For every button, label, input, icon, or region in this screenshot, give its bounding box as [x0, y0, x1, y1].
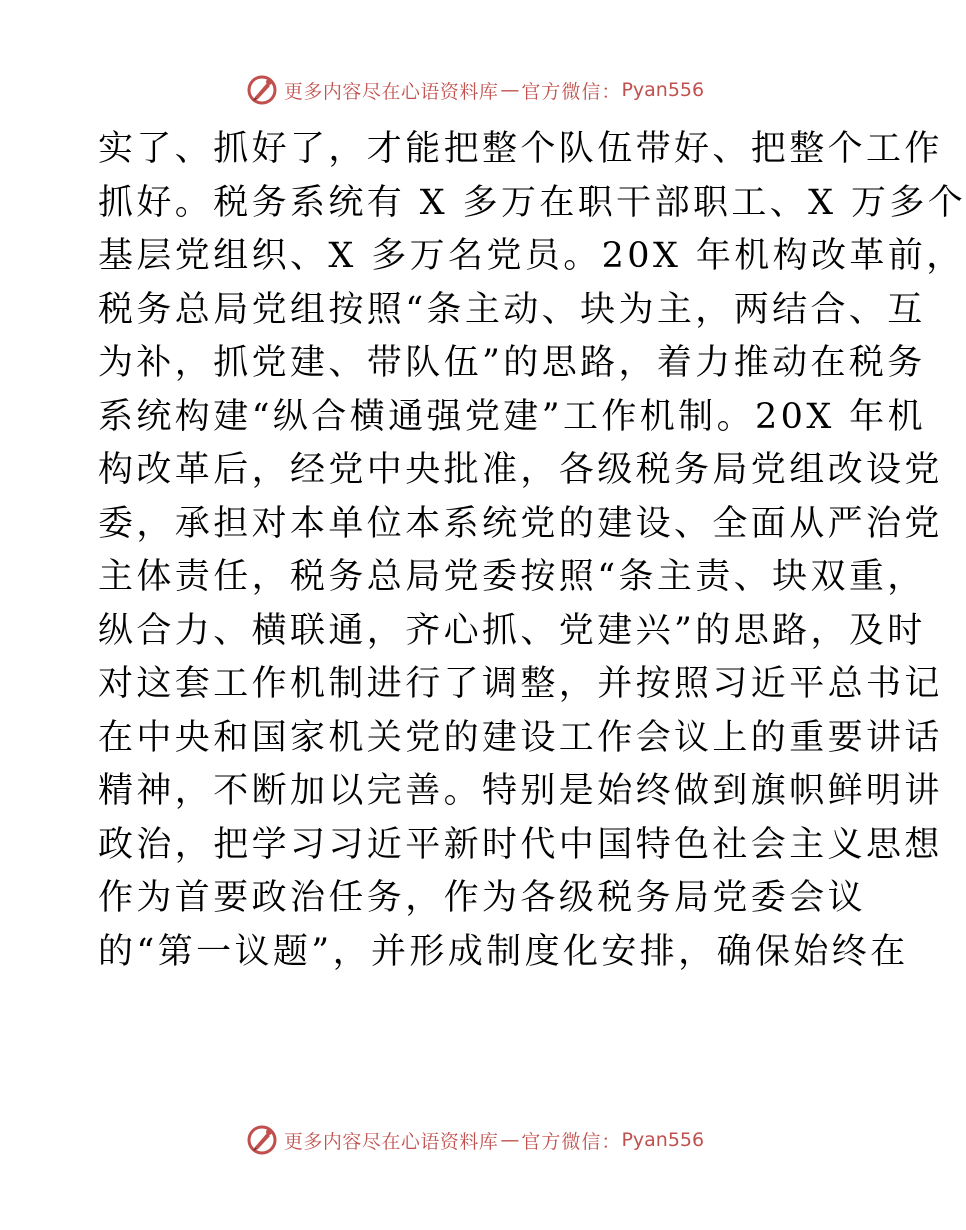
- quill-pen-logo-icon: [246, 1124, 278, 1156]
- footer-watermark: [0, 1122, 950, 1158]
- body-line: 在中央和国家机关党的建设工作会议上的重要讲话: [98, 717, 943, 758]
- wechat-id: Pyan556: [621, 1129, 705, 1151]
- body-line: 为补，抓党建、带队伍”的思路，着力推动在税务: [98, 343, 926, 383]
- body-line: 作为首要政治任务，作为各级税务局党委会议: [98, 878, 867, 918]
- body-line: 构改革后，经党中央批准，各级税务局党组改设党: [98, 450, 943, 490]
- wechat-id: Pyan556: [621, 79, 705, 101]
- body-line: 的“第一议题”，并形成制度化安排，确保始终在: [98, 931, 909, 972]
- document-body: [98, 123, 966, 979]
- body-line: 政治，把学习习近平新时代中国特色社会主义思想: [98, 824, 943, 865]
- body-line: 抓好。税务系统有 X 多万在职干部职工、X 万多个: [98, 182, 966, 223]
- body-line: 基层党组织、X 多万名党员。20X 年机构改革前，: [98, 236, 965, 276]
- body-line: 税务总局党组按照“条主动、块为主，两结合、互: [98, 289, 926, 330]
- header-watermark: [0, 72, 950, 108]
- body-line: 委，承担对本单位本系统党的建设、全面从严治党: [98, 503, 943, 544]
- watermark-separator: —: [500, 79, 520, 101]
- body-line: 纵合力、横联通，齐心抓、党建兴”的思路，及时: [98, 610, 926, 651]
- wechat-label: 官方微信：: [521, 1130, 622, 1153]
- watermark-text: 更多内容尽在心语资料库: [283, 1130, 499, 1153]
- body-line: 精神，不断加以完善。特别是始终做到旗帜鲜明讲: [98, 771, 943, 811]
- body-line: 系统构建“纵合横通强党建”工作机制。20X 年机: [98, 396, 926, 437]
- wechat-label: 官方微信：: [521, 80, 622, 103]
- body-line: 主体责任，税务总局党委按照“条主责、块双重，: [98, 557, 926, 597]
- watermark-separator: —: [500, 1129, 520, 1151]
- body-line: 实了、抓好了，才能把整个队伍带好、把整个工作: [98, 129, 943, 169]
- watermark-text: 更多内容尽在心语资料库: [283, 80, 499, 103]
- body-line: 对这套工作机制进行了调整，并按照习近平总书记: [98, 664, 943, 704]
- quill-pen-logo-icon: [246, 74, 278, 106]
